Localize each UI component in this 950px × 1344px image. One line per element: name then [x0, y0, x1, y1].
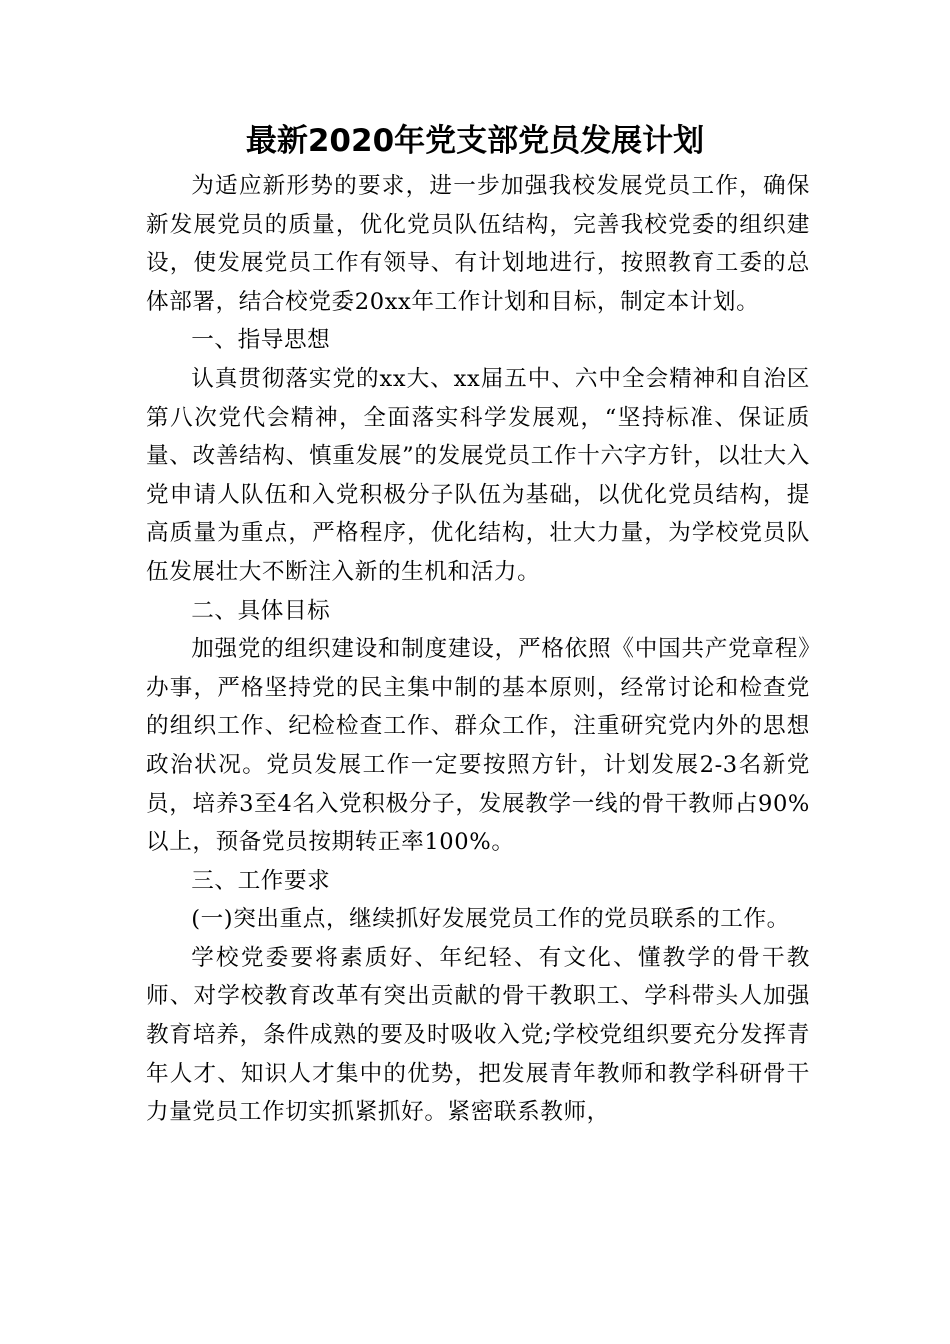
- paragraph-specific-goals: 加强党的组织建设和制度建设，严格依照《中国共产党章程》办事，严格坚持党的民主集中制的基本原则，经常讨论和检查党的组织工作、纪检检查工作、群众工作，注重研究党内外的思想政治状况。党员发展工作一定要按照方针，计划发展2-3名新党员，培养3至4名入党积极分子，发展教学一线的骨干教师占90%以上，预备党员按期转正率100%。: [146, 636, 810, 856]
- document-title: 最新2020年党支部党员发展计划: [245, 123, 705, 159]
- paragraph-requirement-1-detail: 学校党委要将素质好、年纪轻、有文化、懂教学的骨干教师、对学校教育改革有突出贡献的骨干教职工、学科带头人加强教育培养，条件成熟的要及时吸收入党;学校党组织要充分发挥青年人才、知识人才集中的优势，把发展青年教师和教学科研骨干力量党员工作切实抓紧抓好。紧密联系教师，: [146, 944, 810, 1126]
- section-heading-specific-goals: 二、具体目标: [191, 597, 331, 624]
- paragraph-intro: 为适应新形势的要求，进一步加强我校发展党员工作，确保新发展党员的质量，优化党员队伍结构，完善我校党委的组织建设，使发展党员工作有领导、有计划地进行，按照教育工委的总体部署，结合校党委20xx年工作计划和目标，制定本计划。: [146, 173, 810, 315]
- paragraph-guiding-ideology: 认真贯彻落实党的xx大、xx届五中、六中全会精神和自治区第八次党代会精神，全面落实科学发展观，“坚持标准、保证质量、改善结构、慎重发展”的发展党员工作十六字方针，以壮大入党申请人队伍和入党积极分子队伍为基础，以优化党员结构，提高质量为重点，严格程序，优化结构，壮大力量，为学校党员队伍发展壮大不断注入新的生机和活力。: [146, 365, 810, 585]
- section-heading-guiding-ideology: 一、指导思想: [191, 327, 331, 354]
- section-heading-work-requirements: 三、工作要求: [191, 867, 331, 894]
- document-body: [146, 167, 810, 1132]
- paragraph-requirement-1: (一)突出重点，继续抓好发展党员工作的党员联系的工作。: [191, 906, 790, 933]
